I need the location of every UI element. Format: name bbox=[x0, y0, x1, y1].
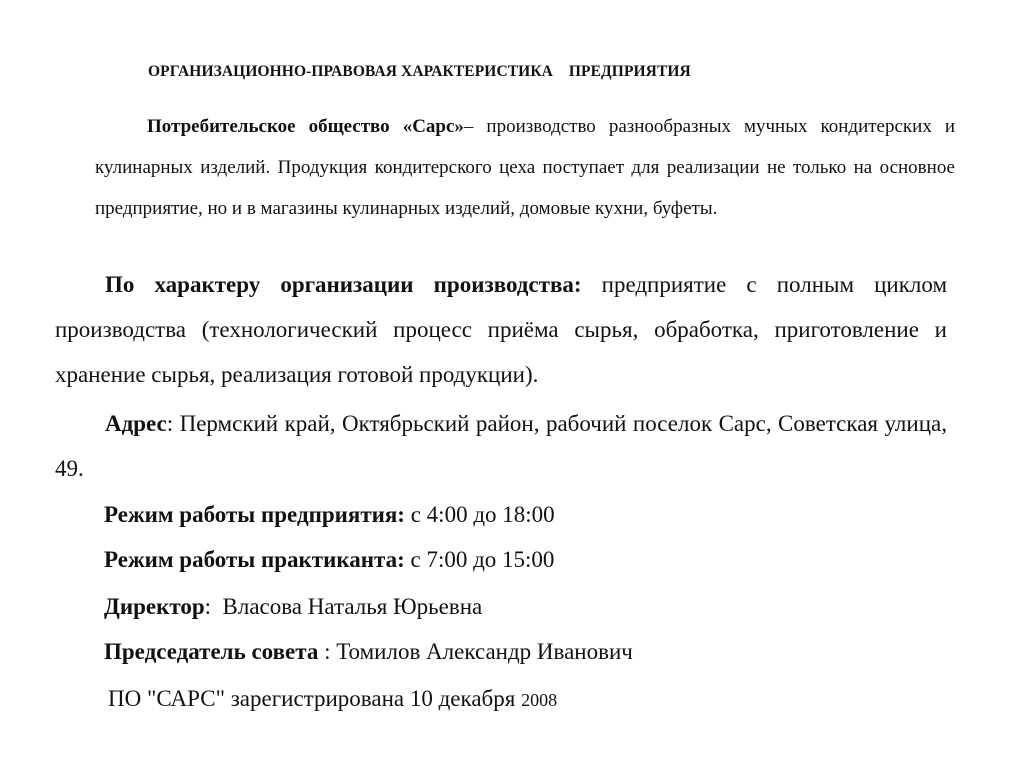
production-label: По характеру организации производства: bbox=[105, 272, 582, 297]
intro-paragraph bbox=[95, 106, 955, 229]
enterprise-hours-line bbox=[104, 499, 555, 531]
address-text: : Пермский край, Октябрьский район, рабочий поселок Сарс, Советская улица, 49. bbox=[55, 411, 947, 481]
page-title: ОРГАНИЗАЦИОННО-ПРАВОВАЯ ХАРАКТЕРИСТИКА ПРЕДПРИЯТИЯ bbox=[148, 63, 691, 80]
intern-hours-value: с 7:00 до 15:00 bbox=[404, 547, 555, 572]
address-paragraph bbox=[55, 401, 947, 491]
intern-hours-label: Режим работы практиканта: bbox=[104, 547, 405, 572]
registration-year: 2008 bbox=[521, 690, 558, 710]
registration-line bbox=[108, 683, 557, 716]
production-text: предприятие с полным циклом производства (технологический процесс приёма сырья, обработка, приготовление и хранение сырья, реализация готовой продукции). bbox=[55, 272, 947, 387]
director-line bbox=[104, 591, 482, 623]
chairman-line bbox=[104, 636, 633, 668]
company-name: Потребительское общество «Сарс» bbox=[147, 116, 464, 137]
registration-text: ПО "САРС" зарегистрирована 10 декабря bbox=[108, 686, 522, 711]
director-label: Директор bbox=[104, 594, 205, 619]
intern-hours-line bbox=[104, 544, 554, 576]
director-value: : Власова Наталья Юрьевна bbox=[204, 594, 483, 619]
chairman-label: Председатель совета bbox=[104, 639, 319, 664]
production-paragraph bbox=[55, 262, 947, 397]
intro-text: – производство разнообразных мучных кондитерских и кулинарных изделий. Продукция кондитерского цеха поступает для реализации не только на основное предприятие, но и в магазины кулинарных изделий, домовые кухни, буфеты. bbox=[95, 116, 955, 219]
address-label: Адрес bbox=[105, 411, 167, 436]
chairman-value: : Томилов Александр Иванович bbox=[318, 639, 633, 664]
enterprise-hours-value: с 4:00 до 18:00 bbox=[404, 502, 555, 527]
enterprise-hours-label: Режим работы предприятия: bbox=[104, 502, 405, 527]
